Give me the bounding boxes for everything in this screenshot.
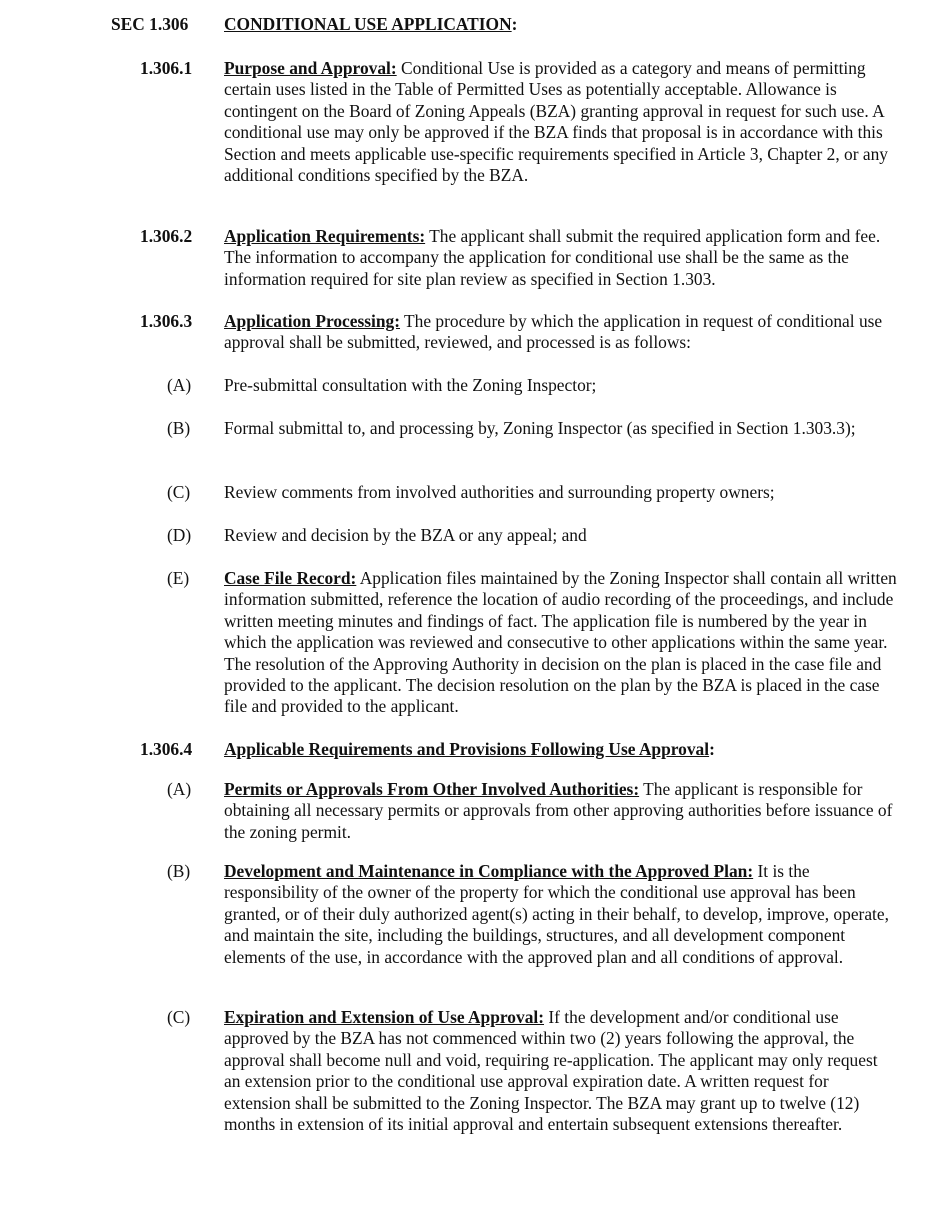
subsection-number: 1.306.1 bbox=[140, 58, 193, 78]
list-item-text: It is the responsibility of the owner of the property for which the conditional use approval has been granted, or of their duly authorized agent(s) acting in their behalf, to develop, improve, operate, and maintain the site, including the buildings, structures, and all development component elements of the use, in accordance with the approved plan and all conditions of approval. bbox=[224, 861, 889, 967]
subsection-heading-colon: : bbox=[709, 739, 715, 759]
subsection-number: 1.306.4 bbox=[140, 739, 193, 759]
section-number: SEC 1.306 bbox=[111, 14, 189, 34]
list-item-text: Review and decision by the BZA or any appeal; and bbox=[224, 525, 587, 545]
list-item-body bbox=[224, 861, 898, 968]
list-item-body bbox=[224, 1007, 898, 1135]
section-title-colon: : bbox=[511, 14, 518, 34]
subsection-text: The applicant shall submit the required application form and fee. The information to accompany the application for conditional use shall be the same as the information required for site plan review as specified in Section 1.303. bbox=[224, 226, 881, 289]
list-item-body bbox=[224, 779, 898, 843]
subsection-body bbox=[224, 226, 898, 290]
subsection-heading: Application Processing: bbox=[224, 311, 401, 331]
list-item-text: Pre-submittal consultation with the Zoning Inspector; bbox=[224, 375, 597, 395]
subsection-body bbox=[224, 311, 898, 354]
list-item-letter: (D) bbox=[167, 525, 192, 545]
subsection-heading: Applicable Requirements and Provisions Following Use Approval bbox=[224, 739, 710, 759]
subsection-number: 1.306.2 bbox=[140, 226, 193, 246]
section-title-line bbox=[224, 14, 898, 35]
list-item-text: The applicant is responsible for obtaining all necessary permits or approvals from other approving authorities before issuance of the zoning permit. bbox=[224, 779, 893, 842]
list-item-letter: (B) bbox=[167, 418, 191, 438]
list-item-letter: (E) bbox=[167, 568, 190, 588]
list-item-text: If the development and/or conditional use approved by the BZA has not commenced within two (2) years following the approval, the approval shall become null and void, requiring re-application. The applicant may only request an extension prior to the conditional use approval expiration date. A written request for extension shall be submitted to the Zoning Inspector. The BZA may grant up to twelve (12) months in extension of its initial approval and entertain subsequent extensions thereafter. bbox=[224, 1007, 878, 1135]
subsection-body bbox=[224, 58, 898, 186]
list-item-letter: (C) bbox=[167, 1007, 191, 1027]
list-item-text: Application files maintained by the Zoning Inspector shall contain all written information submitted, reference the location of audio recording of the proceedings, and include written meeting minutes and findings of fact. The application file is numbered by the year in which the application was reviewed and consecutive to other applications within the same year. The resolution of the Approving Authority in decision on the plan is placed in the case file and provided to the applicant. The decision resolution on the plan by the BZA is placed in the case file and provided to the applicant. bbox=[224, 568, 897, 717]
subsection-heading: Application Requirements: bbox=[224, 226, 426, 246]
subsection-text: Conditional Use is provided as a category and means of permitting certain uses listed in the Table of Permitted Uses as potentially acceptable. Allowance is contingent on the Board of Zoning Appeals (BZA) granting approval in request for such use. A conditional use may only be approved if the BZA finds that proposal is in accordance with this Section and meets applicable use-specific requirements specified in Article 3, Chapter 2, or any additional conditions specified by the BZA. bbox=[224, 58, 888, 186]
subsection-body bbox=[224, 739, 898, 760]
list-item-heading: Permits or Approvals From Other Involved Authorities: bbox=[224, 779, 640, 799]
list-item-letter: (B) bbox=[167, 861, 191, 881]
list-item-text: Review comments from involved authorities and surrounding property owners; bbox=[224, 482, 775, 502]
list-item-heading: Development and Maintenance in Compliance with the Approved Plan: bbox=[224, 861, 754, 881]
subsection-number: 1.306.3 bbox=[140, 311, 193, 331]
subsection-text: The procedure by which the application in request of conditional use approval shall be submitted, reviewed, and processed is as follows: bbox=[224, 311, 883, 353]
list-item-text: Formal submittal to, and processing by, Zoning Inspector (as specified in Section 1.303.3); bbox=[224, 418, 856, 438]
list-item-heading: Case File Record: bbox=[224, 568, 357, 588]
list-item-letter: (C) bbox=[167, 482, 191, 502]
list-item-body bbox=[224, 568, 898, 718]
list-item-letter: (A) bbox=[167, 375, 192, 395]
list-item-letter: (A) bbox=[167, 779, 192, 799]
list-item-heading: Expiration and Extension of Use Approval: bbox=[224, 1007, 545, 1027]
section-title: CONDITIONAL USE APPLICATION bbox=[224, 14, 512, 34]
subsection-heading: Purpose and Approval: bbox=[224, 58, 397, 78]
